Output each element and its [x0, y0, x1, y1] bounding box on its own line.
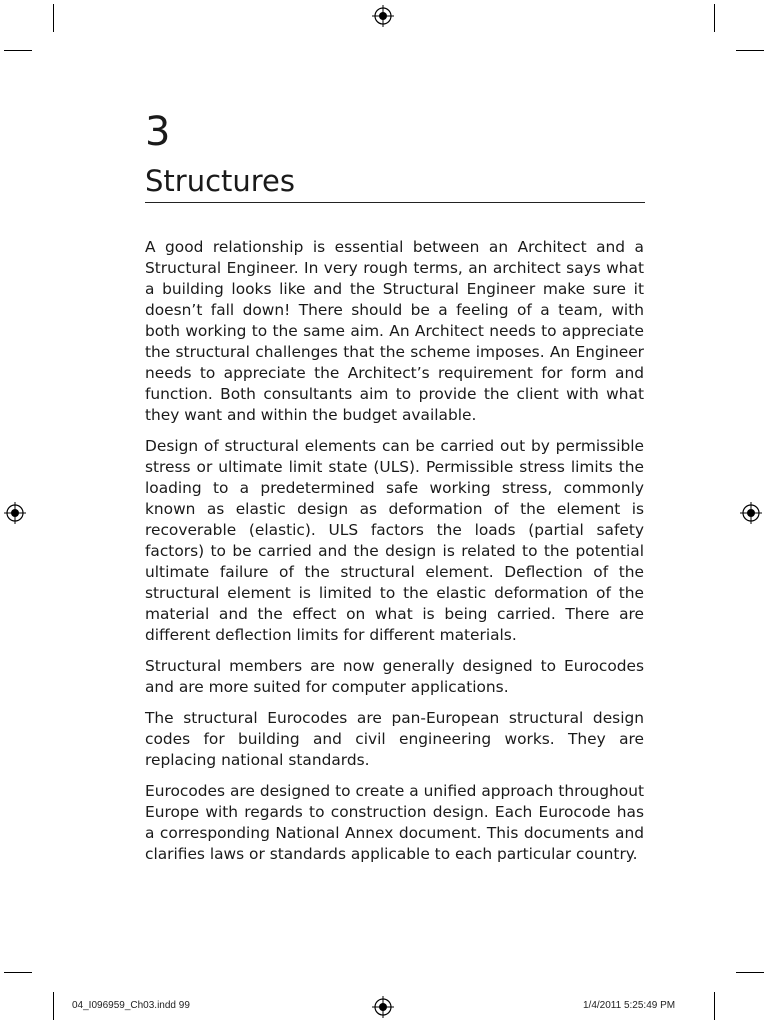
paragraph: The structural Eurocodes are pan-European structural design codes for building and civil engineering works. They are replacing national standards. — [145, 709, 644, 769]
paragraph: Eurocodes are designed to create a unified approach throughout Europe with regards to construction design. Each Eurocode has a corresponding National Annex document. This documents and clarifies laws or standards applicable to each particular country. — [145, 782, 644, 863]
chapter-body — [145, 237, 644, 875]
registration-mark-icon — [740, 502, 762, 524]
registration-mark-icon — [372, 996, 394, 1018]
crop-mark — [736, 972, 764, 973]
crop-mark — [714, 992, 715, 1020]
registration-mark-icon — [372, 5, 394, 27]
crop-mark — [53, 992, 54, 1020]
chapter-number: 3 — [145, 109, 171, 155]
paragraph: Structural members are now generally designed to Eurocodes and are more suited for computer applications. — [145, 657, 644, 696]
title-divider — [145, 202, 645, 203]
slug-file-name: 04_I096959_Ch03.indd 99 — [72, 1000, 190, 1011]
slug-datetime: 1/4/2011 5:25:49 PM — [583, 1000, 676, 1011]
paragraph: A good relationship is essential between an Architect and a Structural Engineer. In very rough terms, an architect says what a building looks like and the Structural Engineer make sure it doesn’t fall down! There should be a feeling of a team, with both working to the same aim. An Architect needs to appreciate the structural challenges that the scheme imposes. An Engineer needs to appreciate the Architect’s requirement for form and function. Both consultants aim to provide the client with what they want and within the budget available. — [145, 238, 644, 424]
crop-mark — [53, 4, 54, 32]
crop-mark — [4, 972, 32, 973]
crop-mark — [736, 50, 764, 51]
chapter-title: Structures — [145, 164, 296, 198]
paragraph: Design of structural elements can be carried out by permissible stress or ultimate limit state (ULS). Permissible stress limits the loading to a predetermined safe working stress, commonly known as elastic design as deformation of the element is recoverable (elastic). ULS factors the loads (partial safety factors) to be carried and the design is related to the potential ultimate failure of the structural element. Deflection of the structural element is limited to the elastic deformation of the material and the effect on what is being carried. There are different deflection limits for different materials. — [145, 437, 644, 644]
crop-mark — [4, 50, 32, 51]
crop-mark — [714, 4, 715, 32]
registration-mark-icon — [4, 502, 26, 524]
